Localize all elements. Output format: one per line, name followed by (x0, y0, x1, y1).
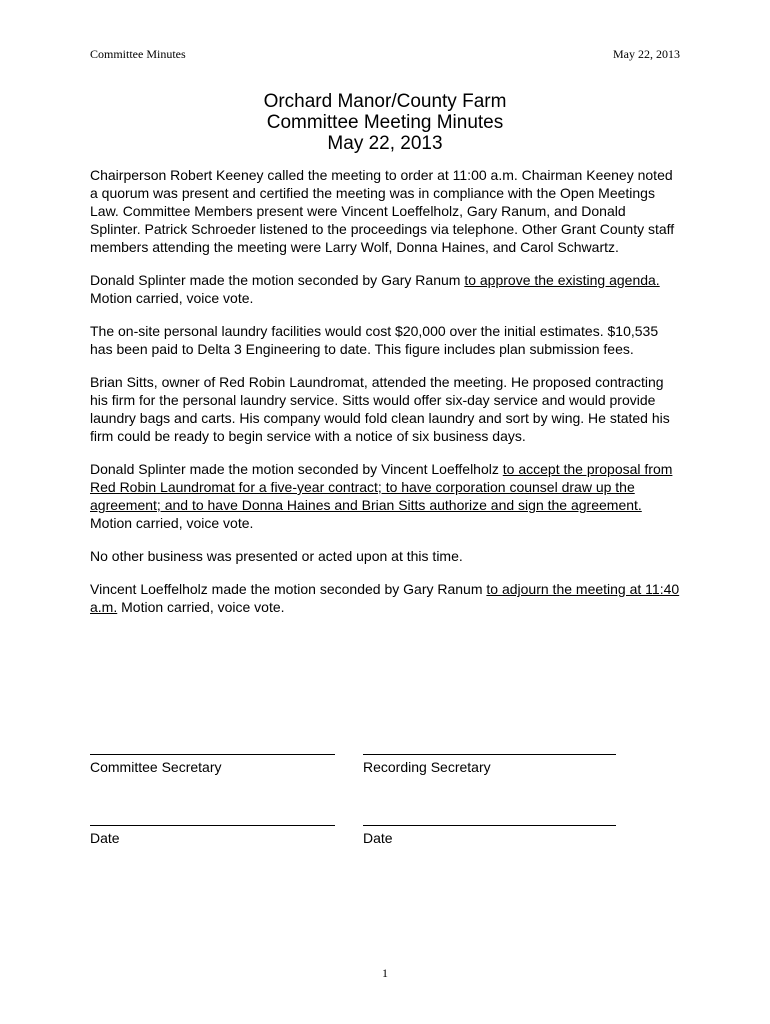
paragraph-adjourn-motion (90, 580, 680, 616)
motion-action: to accept the proposal from Red Robin Laundromat for a five-year contract; to have corporation counsel draw up the agreement; and to have Donna Haines and Brian Sitts authorize and sign the agreement. (90, 461, 673, 513)
document-title-line1: Orchard Manor/County Farm (263, 91, 507, 112)
motion-text: Donald Splinter made the motion seconded by Vincent Loeffelholz (90, 461, 503, 477)
signature-date-right (363, 813, 616, 846)
signature-label: Recording Secretary (363, 759, 491, 775)
signature-recording-secretary (363, 742, 616, 775)
signature-label: Committee Secretary (90, 759, 222, 775)
page-number: 1 (382, 966, 388, 980)
signature-committee-secretary (90, 742, 335, 775)
motion-result: Motion carried, voice vote. (90, 515, 254, 531)
paragraph-call-to-order: Chairperson Robert Keeney called the meeting to order at 11:00 a.m. Chairman Keeney noted a quorum was present and certified the meeting was in compliance with the Open Meetings Law. Committee Members present were Vincent Loeffelholz, Gary Ranum, and Donald Splinter. Patrick Schroeder listened to the proceedings via telephone. Other Grant County staff members attending the meeting were Larry Wolf, Donna Haines, and Carol Schwartz. (90, 167, 675, 255)
motion-text: Donald Splinter made the motion seconded by Gary Ranum (90, 272, 465, 288)
signature-label: Date (363, 830, 393, 846)
signature-label: Date (90, 830, 120, 846)
signature-line (363, 813, 616, 826)
paragraph-laundry-costs: The on-site personal laundry facilities would cost $20,000 over the initial estimates. $10,535 has been paid to Delta 3 Engineering to date. This figure includes plan submission fees. (90, 323, 659, 357)
motion-action: to adjourn the meeting at 11:40 a.m. (90, 581, 680, 615)
document-title-line2: Committee Meeting Minutes (266, 112, 504, 133)
motion-action: to approve the existing agenda. (464, 272, 660, 288)
motion-result: Motion carried, voice vote. (117, 599, 285, 615)
motion-result: Motion carried, voice vote. (90, 290, 254, 306)
signature-line (90, 813, 335, 826)
paragraph-contract-motion (90, 460, 680, 532)
meeting-date: May 22, 2013 (327, 133, 443, 154)
minutes-body (90, 166, 680, 631)
motion-text: Vincent Loeffelholz made the motion seconded by Gary Ranum (90, 581, 487, 597)
document-title-block (0, 91, 770, 154)
running-header-title: Committee Minutes (90, 47, 186, 61)
paragraph-agenda-motion (90, 271, 680, 307)
paragraph-no-other-business: No other business was presented or acted upon at this time. (90, 548, 463, 564)
signature-line (90, 742, 335, 755)
signature-line (363, 742, 616, 755)
signature-date-left (90, 813, 335, 846)
paragraph-laundromat-proposal: Brian Sitts, owner of Red Robin Laundromat, attended the meeting. He proposed contracting his firm for the personal laundry service. Sitts would offer six-day service and would provide laundry bags and carts. His company would fold clean laundry and sort by wing. He stated his firm could be ready to begin service with a notice of six business days. (90, 374, 670, 444)
running-header-date: May 22, 2013 (613, 47, 680, 61)
